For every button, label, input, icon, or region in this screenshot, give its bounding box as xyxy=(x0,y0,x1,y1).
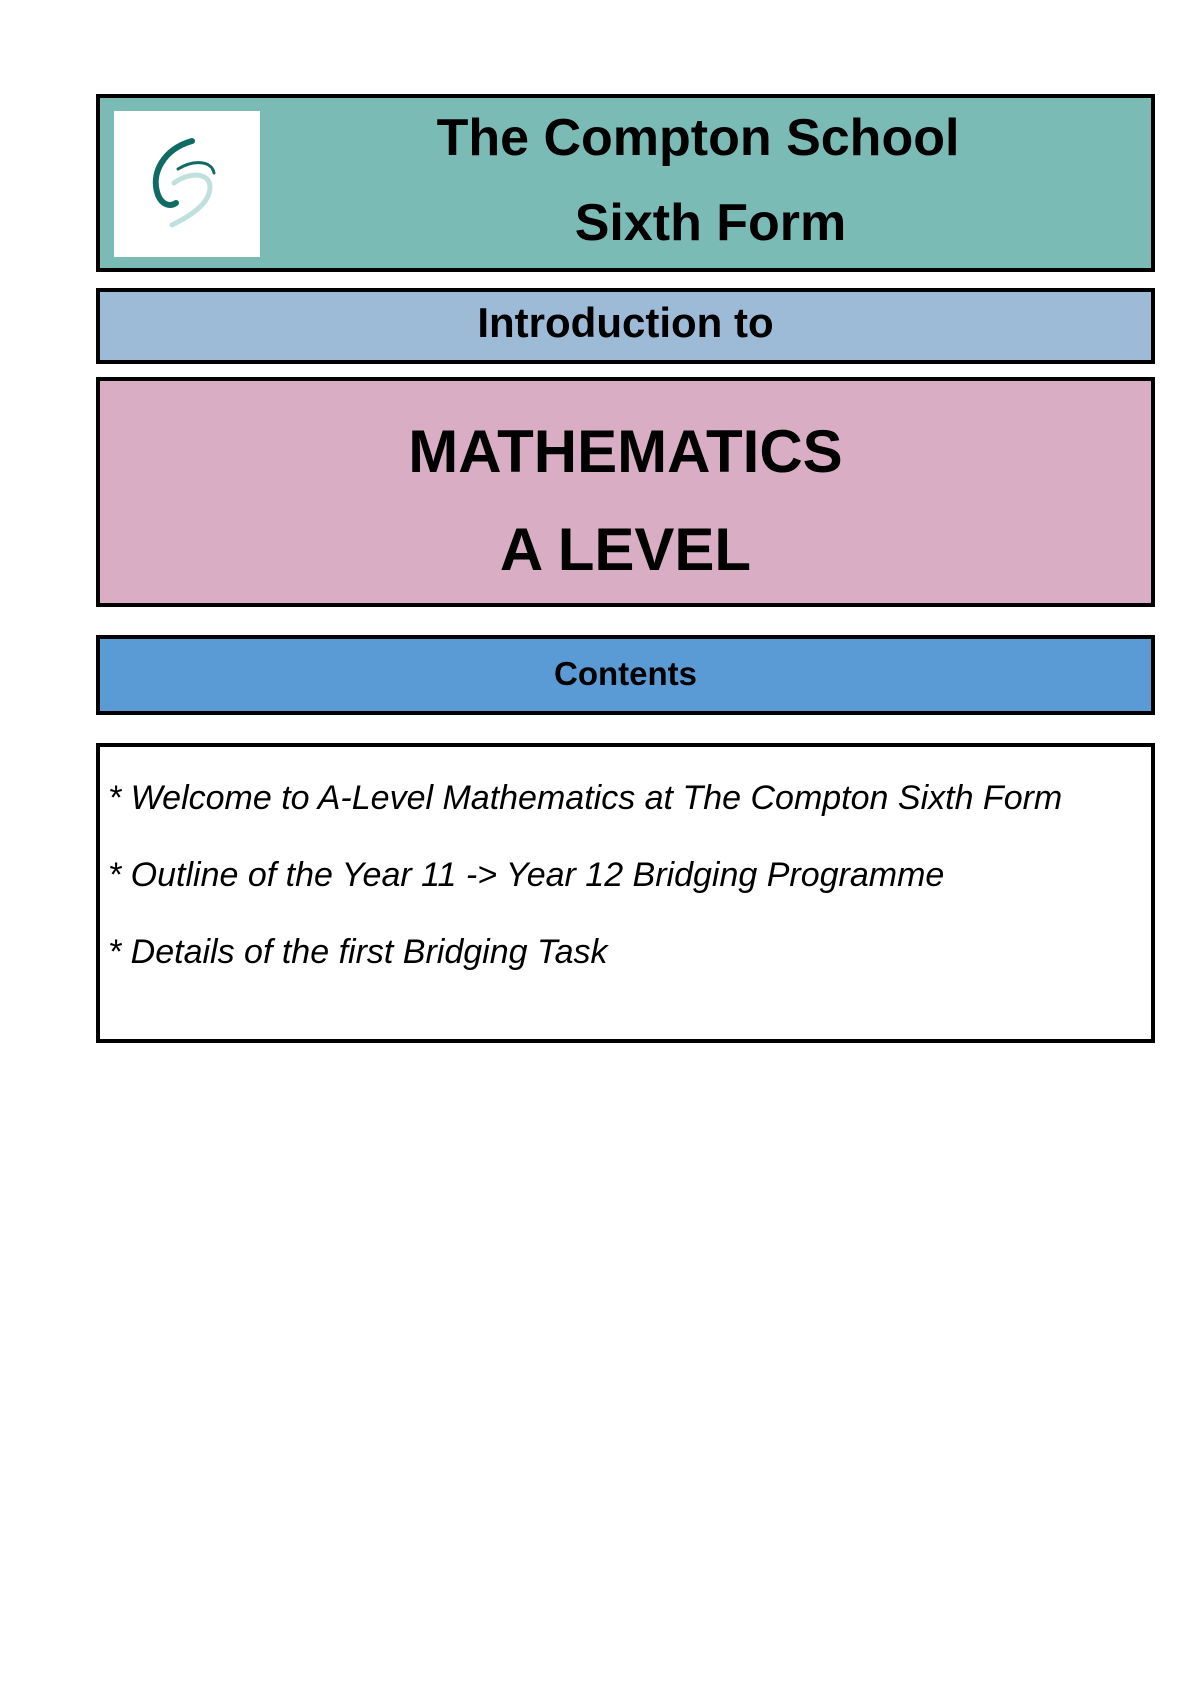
subject-level: A LEVEL xyxy=(499,516,752,583)
school-name: The Compton School xyxy=(436,109,960,167)
intro-banner xyxy=(96,288,1155,364)
subject-title: MATHEMATICS xyxy=(408,418,843,485)
contents-heading xyxy=(96,635,1155,715)
school-subtitle: Sixth Form xyxy=(574,194,847,252)
subject-banner xyxy=(96,377,1155,607)
contents-list xyxy=(96,743,1155,1043)
school-logo xyxy=(114,111,260,257)
compton-logo-icon xyxy=(114,111,260,257)
list-item: * Details of the first Bridging Task xyxy=(108,933,608,971)
school-header xyxy=(96,94,1155,272)
intro-label: Introduction to xyxy=(477,299,774,346)
list-item: * Outline of the Year 11 -> Year 12 Bridging Programme xyxy=(108,856,945,894)
contents-label: Contents xyxy=(554,655,697,692)
list-item: * Welcome to A-Level Mathematics at The Compton Sixth Form xyxy=(108,779,1063,817)
